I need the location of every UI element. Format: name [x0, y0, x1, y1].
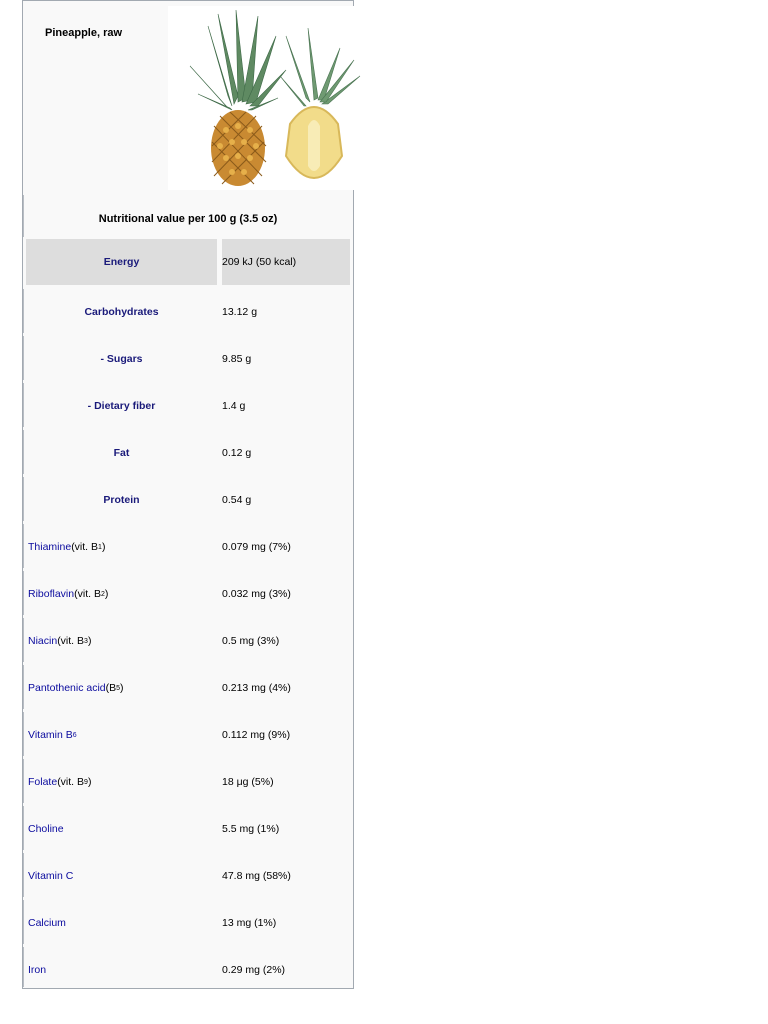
vitamin-label[interactable] [26, 806, 219, 852]
nutrient-value: 13.12 g [222, 306, 258, 318]
row-rule [23, 947, 24, 987]
vitamin-name[interactable]: Riboflavin [28, 588, 75, 600]
vitamin-value: 5.5 mg (1%) [222, 823, 280, 835]
vitamin-name[interactable]: Thiamine [28, 541, 72, 553]
vitamin-subscript: 5 [116, 684, 121, 692]
vitamin-value: 0.079 mg (7%) [222, 541, 291, 553]
mineral-row-iron [26, 947, 351, 993]
whole-pineapple [190, 10, 286, 186]
nutrition-infobox [22, 0, 354, 989]
vitamin-value: 0.032 mg (3%) [222, 588, 291, 600]
vitamin-name[interactable]: Pantothenic acid [28, 682, 106, 694]
nutrient-label[interactable]: Carbohydrates [84, 306, 159, 318]
row-rule [23, 383, 24, 427]
vitamin-label[interactable] [26, 571, 219, 617]
vitamin-paren: (vit. B [57, 776, 85, 788]
vitamin-label[interactable] [26, 759, 219, 805]
row-rule [23, 806, 24, 850]
nutrient-value: 209 kJ (50 kcal) [222, 239, 350, 285]
row-rule [23, 336, 24, 380]
nutrient-label[interactable]: - Sugars [100, 353, 143, 365]
nutrient-label[interactable]: Energy [26, 239, 217, 285]
nutrient-value: 0.12 g [222, 447, 252, 459]
nutrient-row-carbohydrates [26, 289, 351, 335]
infobox-title: Pineapple, raw [45, 27, 123, 39]
nutrient-label[interactable]: - Dietary fiber [87, 400, 156, 412]
vitamin-label[interactable] [26, 853, 219, 899]
nutrient-row-fat [26, 430, 351, 476]
mineral-name[interactable]: Iron [28, 964, 47, 976]
vitamin-subscript: 6 [72, 731, 77, 739]
vitamin-row-riboflavin [26, 571, 351, 617]
vitamin-name[interactable]: Niacin [28, 635, 58, 647]
mineral-value: 13 mg (1%) [222, 917, 277, 929]
vitamin-paren: (vit. B [57, 635, 85, 647]
vitamin-paren-close: ) [104, 588, 109, 600]
vitamin-row-niacin [26, 618, 351, 664]
mineral-label[interactable] [26, 900, 219, 946]
vitamin-paren: (vit. B [74, 588, 101, 600]
vitamin-name[interactable]: Vitamin B [28, 729, 73, 741]
vitamin-value: 0.213 mg (4%) [222, 682, 291, 694]
vitamin-row-folate [26, 759, 351, 805]
vitamin-subscript: 3 [84, 637, 88, 645]
vitamin-subscript: 2 [100, 590, 105, 598]
vitamin-name[interactable]: Folate [28, 776, 58, 788]
vitamin-paren-close: ) [120, 682, 124, 694]
vitamin-subscript: 9 [84, 778, 88, 786]
row-rule [23, 195, 24, 237]
row-rule [23, 618, 24, 662]
vitamin-label[interactable] [26, 665, 219, 711]
nutrient-value: 0.54 g [222, 494, 252, 506]
row-rule [23, 571, 24, 615]
mineral-row-calcium [26, 900, 351, 946]
vitamin-row-choline [26, 806, 351, 852]
vitamin-row-vitamin-b6 [26, 712, 351, 758]
vitamin-paren-close: ) [87, 635, 92, 647]
vitamin-name[interactable]: Vitamin C [28, 870, 74, 882]
vitamin-value: 47.8 mg (58%) [222, 870, 291, 882]
vitamin-paren-close: ) [87, 776, 92, 788]
row-rule [23, 289, 24, 333]
vitamin-subscript: 1 [98, 543, 102, 551]
mineral-name[interactable]: Calcium [28, 917, 66, 929]
row-rule [23, 524, 24, 568]
vitamin-value: 0.112 mg (9%) [222, 729, 291, 741]
nutrient-value: 9.85 g [222, 353, 252, 365]
row-rule [23, 430, 24, 474]
row-rule [23, 712, 24, 756]
vitamin-row-thiamine [26, 524, 351, 570]
nutrient-value: 1.4 g [222, 400, 246, 412]
vitamin-label[interactable] [26, 524, 219, 570]
vitamin-value: 0.5 mg (3%) [222, 635, 280, 647]
vitamin-value: 18 μg (5%) [222, 776, 274, 788]
pineapple-image [168, 6, 375, 190]
nutrient-row-sugars [26, 336, 351, 382]
nutrient-row-dietary-fiber [26, 383, 351, 429]
vitamin-paren: (vit. B [71, 541, 99, 553]
row-rule [23, 853, 24, 897]
nutrient-label[interactable]: Protein [103, 494, 140, 506]
nutrient-row-energy [26, 239, 351, 285]
vitamin-name[interactable]: Choline [28, 823, 64, 835]
nutrition-caption: Nutritional value per 100 g (3.5 oz) [98, 213, 278, 225]
vitamin-label[interactable] [26, 618, 219, 664]
row-rule [23, 759, 24, 803]
vitamin-paren: (B [105, 682, 117, 694]
nutrient-row-protein [26, 477, 351, 523]
nutrient-label[interactable]: Fat [113, 447, 130, 459]
row-rule [23, 665, 24, 709]
vitamin-paren-close: ) [101, 541, 106, 553]
vitamin-label[interactable] [26, 712, 219, 758]
halved-pineapple [280, 28, 360, 178]
vitamin-row-pantothenic-acid [26, 665, 351, 711]
vitamin-row-vitamin-c [26, 853, 351, 899]
mineral-value: 0.29 mg (2%) [222, 964, 286, 976]
row-rule [23, 900, 24, 944]
mineral-label[interactable] [26, 947, 219, 993]
row-rule [23, 477, 24, 521]
